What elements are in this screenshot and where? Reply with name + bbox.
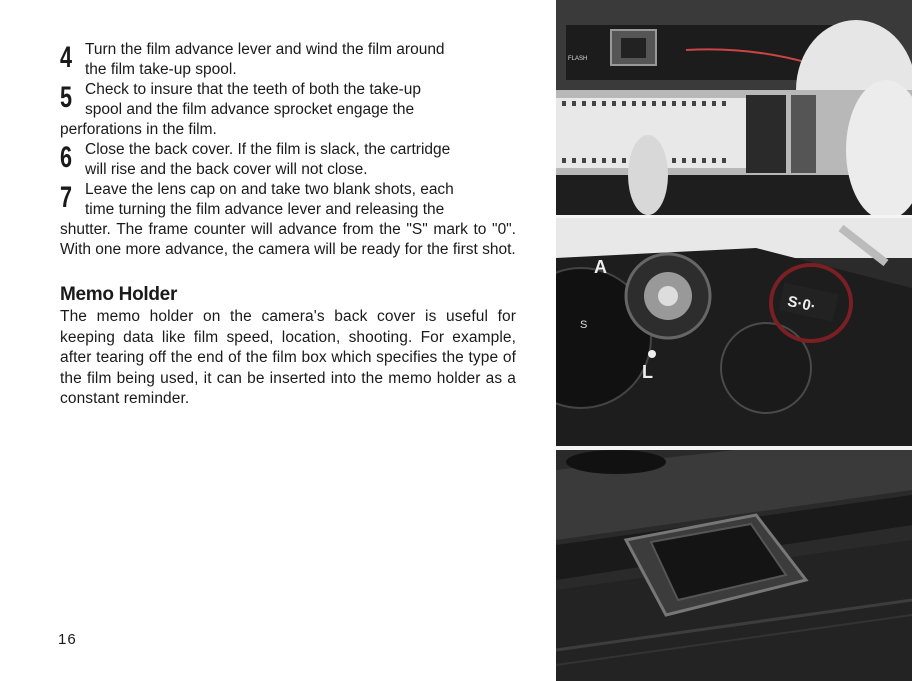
step-text-line: Close the back cover. If the film is slack, the cartridge — [85, 141, 451, 158]
step-text-line: Leave the lens cap on and take two blank shots, each — [85, 181, 454, 198]
step-number: 4 — [60, 41, 72, 74]
frame-counter-illustration — [556, 218, 912, 446]
instruction-text-column — [60, 40, 516, 410]
frame-counter-photo — [556, 218, 912, 446]
step-6 — [60, 140, 516, 180]
step-text-body: time turning the film advance lever and releasing the — [85, 201, 445, 218]
step-text-body: the film take-up spool. — [85, 61, 237, 78]
step-5 — [60, 80, 516, 140]
step-text-line: Check to insure that the teeth of both the take-up — [85, 81, 422, 98]
photo-column — [556, 0, 912, 681]
page-number: 16 — [58, 631, 77, 648]
memo-holder-photo — [556, 450, 912, 681]
step-text-tail: perforations in the film. — [60, 121, 217, 138]
memo-holder-illustration — [556, 450, 912, 681]
step-text-body: spool and the film advance sprocket engage the — [85, 101, 415, 118]
step-4 — [60, 40, 516, 80]
step-number: 6 — [60, 141, 72, 174]
memo-holder-heading: Memo Holder — [60, 284, 178, 305]
dial-label-asa: S — [580, 319, 588, 331]
film-loading-photo — [556, 0, 912, 215]
step-7 — [60, 180, 516, 260]
flash-label: FLASH — [568, 56, 588, 62]
step-text-body: will rise and the back cover will not close. — [85, 161, 368, 178]
film-loading-illustration — [556, 0, 912, 215]
step-text-line: Turn the film advance lever and wind the film around — [85, 41, 445, 58]
dial-label-l: L — [642, 362, 653, 382]
memo-holder-paragraph: The memo holder on the camera's back cover is useful for keeping data like film speed, location, shooting. For example, after tearing off the end of the film box which specifies the type of the film being used, it can be inserted into the memo holder as a constant reminder. — [60, 308, 516, 407]
frame-counter-label: S·0· — [785, 292, 818, 316]
step-text-tail: shutter. The frame counter will advance from the "S" mark to "0". With one more advance, the camera will be ready for the first shot. — [60, 221, 516, 258]
step-number: 7 — [60, 181, 72, 214]
step-number: 5 — [60, 81, 72, 114]
dial-label-a: A — [594, 257, 607, 277]
